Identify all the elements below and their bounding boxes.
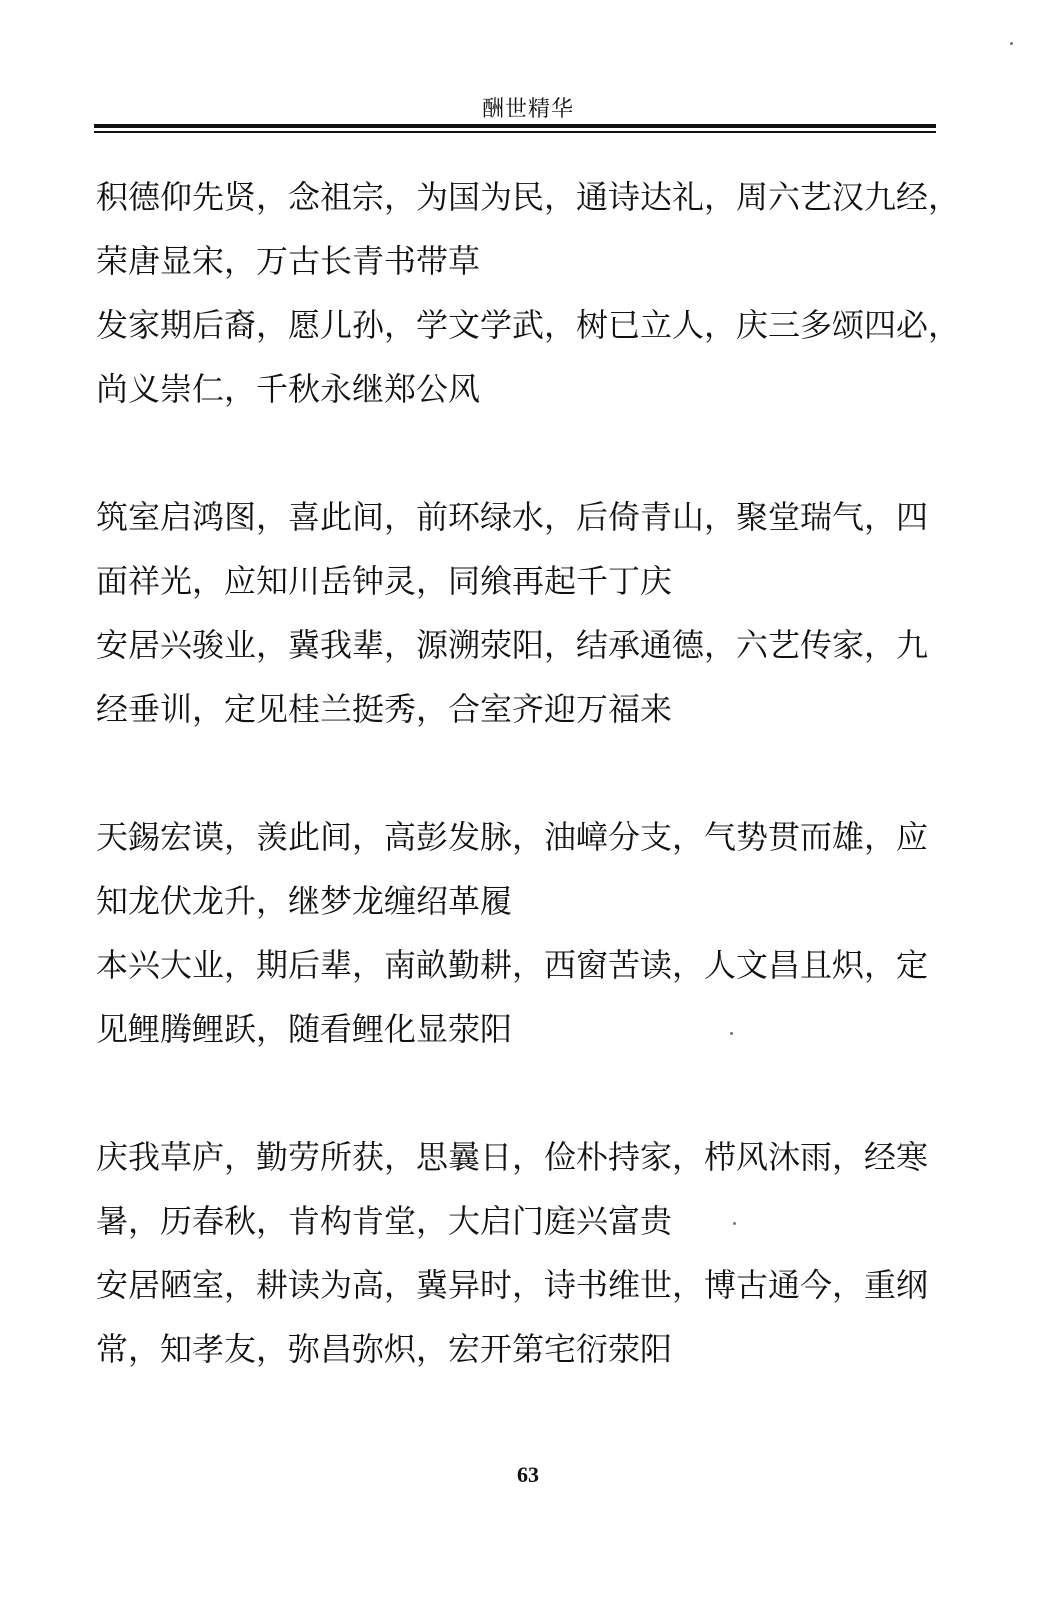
- text-line: 见鲤腾鲤跃，随看鲤化显荥阳: [96, 1010, 513, 1048]
- text-line: 发家期后裔，愿儿孙，学文学武，树已立人，庆三多颂四必，: [96, 306, 961, 344]
- text-line: 暑，历春秋，肯构肯堂，大启门庭兴富贵: [96, 1202, 673, 1240]
- text-line: 荣唐显宋，万古长青书带草: [96, 242, 481, 280]
- text-line: 尚义崇仁，千秋永继郑公风: [96, 370, 481, 408]
- couplet-block: [96, 165, 961, 421]
- paragraph-gap: [96, 1061, 946, 1125]
- scan-speck: [733, 1222, 736, 1225]
- running-header-title: 酬世精华: [481, 97, 574, 122]
- text-line: 天錫宏谟，羡此间，高彭发脉，油嶂分支，气势贯而雄，应: [96, 818, 929, 856]
- text-line: 安居陋室，耕读为高，冀异时，诗书维世，博古通今，重纲: [96, 1266, 929, 1304]
- text-line: 庆我草庐，勤劳所获，思曩日，俭朴持家，栉风沐雨，经寒: [96, 1138, 929, 1176]
- text-line: 安居兴骏业，冀我辈，源溯荥阳，结承通德，六艺传家，九: [96, 626, 929, 664]
- header-rule-thin: [94, 131, 936, 133]
- text-line: 筑室启鸿图，喜此间，前环绿水，后倚青山，聚堂瑞气，四: [96, 498, 929, 536]
- couplet-block: [96, 485, 946, 741]
- text-line: 积德仰先贤，念祖宗，为国为民，通诗达礼，周六艺汉九经，: [96, 178, 961, 216]
- scan-speck: [730, 1032, 733, 1035]
- header-double-rule: [94, 124, 936, 135]
- text-line: 面祥光，应知川岳钟灵，同飨再起千丁庆: [96, 562, 673, 600]
- text-line: 本兴大业，期后辈，南畝勤耕，西窗苦读，人文昌且炽，定: [96, 946, 929, 984]
- couplet-block: [96, 1125, 946, 1381]
- paragraph-gap: [96, 741, 946, 805]
- paragraph-gap: [96, 421, 946, 485]
- page-number: 63: [517, 1462, 539, 1487]
- couplet-block: [96, 805, 946, 1061]
- text-line: 经垂训，定见桂兰挺秀，合室齐迎万福来: [96, 690, 673, 728]
- header-rule-thick: [94, 124, 936, 128]
- scan-speck: [1010, 42, 1013, 45]
- text-line: 常，知孝友，弥昌弥炽，宏开第宅衍荥阳: [96, 1330, 673, 1368]
- text-line: 知龙伏龙升，继梦龙缠绍革履: [96, 882, 513, 920]
- page-body: [96, 165, 961, 1381]
